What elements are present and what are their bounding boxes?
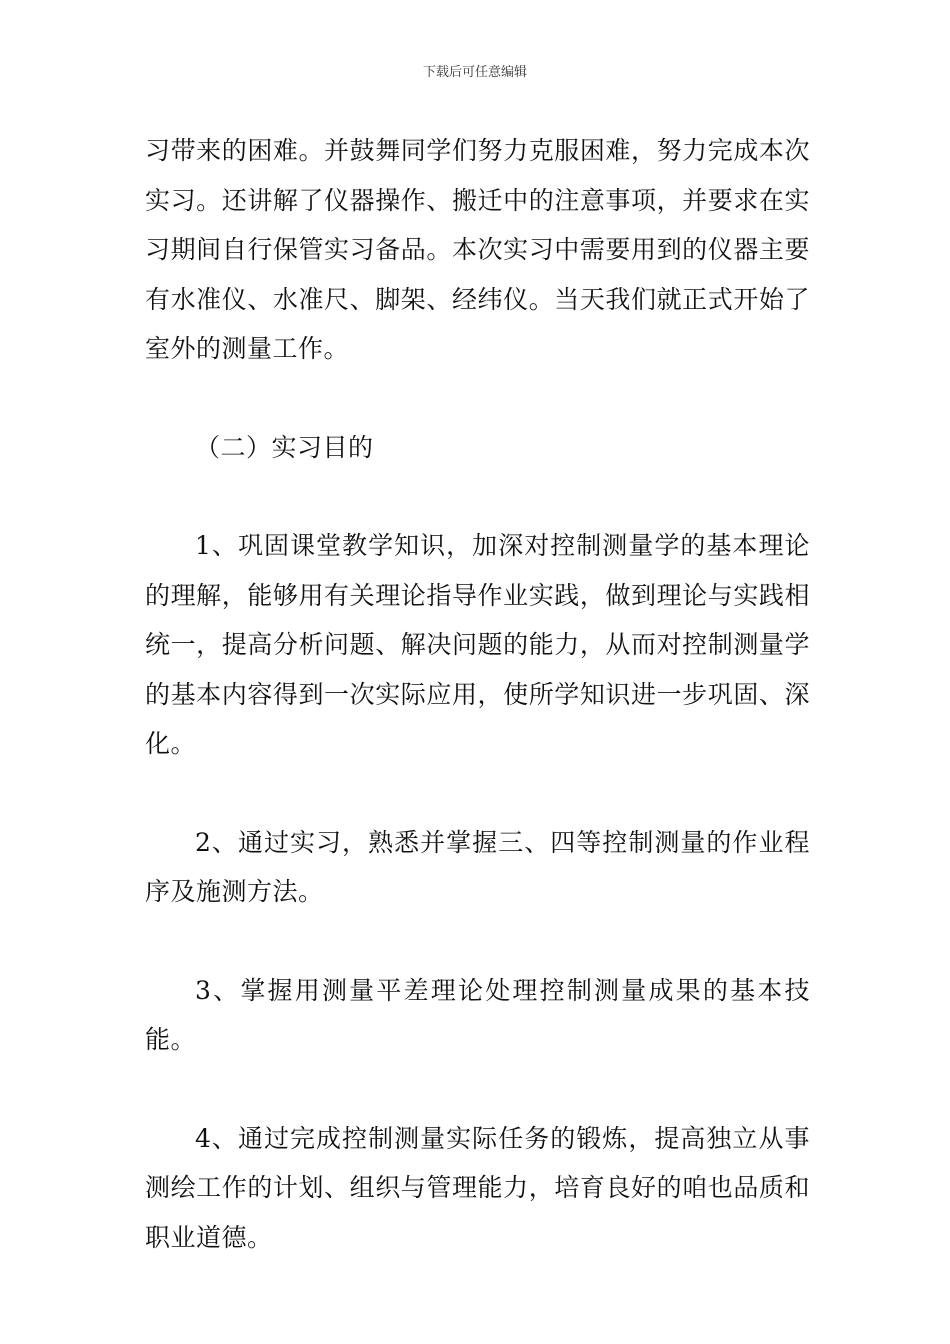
- paragraph-item-2: 2、通过实习，熟悉并掌握三、四等控制测量的作业程序及施测方法。: [145, 827, 810, 906]
- paragraph-item-1: 1、巩固课堂教学知识，加深对控制测量学的基本理论的理解，能够用有关理论指导作业实践，做到理论与实践相统一，提高分析问题、解决问题的能力，从而对控制测量学的基本内容得到一次实际应用，使所学知识进一步巩固、深化。: [145, 531, 810, 758]
- document-body: [145, 126, 810, 1262]
- paragraph-item-4: 4、通过完成控制测量实际任务的锻炼，提高独立从事测绘工作的计划、组织与管理能力，培育良好的咱也品质和职业道德。: [145, 1123, 810, 1252]
- page-header-note: 下载后可任意编辑: [422, 65, 527, 80]
- paragraph-continuation: 习带来的困难。并鼓舞同学们努力克服困难，努力完成本次实习。还讲解了仪器操作、搬迁中的注意事项，并要求在实习期间自行保管实习备品。本次实习中需要用到的仪器主要有水准仪、水准尺、脚架、经纬仪。当天我们就正式开始了室外的测量工作。: [145, 136, 810, 363]
- paragraph-item-3: 3、掌握用测量平差理论处理控制测量成果的基本技能。: [145, 975, 810, 1054]
- section-heading: （二）实习目的: [195, 432, 374, 462]
